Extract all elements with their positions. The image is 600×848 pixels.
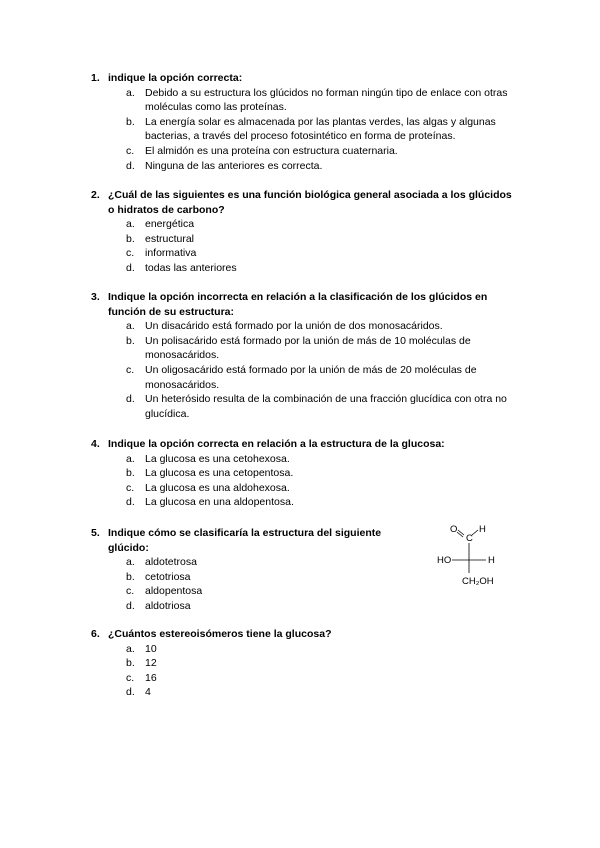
- option-list: [91, 86, 521, 174]
- hydrogen-label: H: [488, 555, 495, 566]
- option-letter: d.: [126, 261, 135, 274]
- hydroxyl-label: HO: [437, 555, 452, 566]
- option-text: 4: [145, 686, 151, 699]
- question-number: 4.: [91, 438, 100, 450]
- option-letter: a.: [126, 320, 135, 333]
- option-item: [91, 452, 521, 467]
- aldehyde-h-label: H: [479, 524, 486, 535]
- option-letter: b.: [126, 115, 135, 128]
- question-text: Indique la opción incorrecta en relación a la clasificación de los glúcidos en función de su estructura:: [108, 291, 488, 318]
- option-letter: d.: [126, 686, 135, 699]
- question-text: Indique la opción correcta en relación a la estructura de la glucosa:: [108, 438, 445, 450]
- option-letter: b.: [126, 467, 135, 480]
- option-letter: b.: [126, 232, 135, 245]
- option-text: La energía solar es almacenada por las plantas verdes, las algas y algunas bacterias, a través del proceso fotosintético en forma de proteínas.: [145, 115, 496, 143]
- option-item: [91, 246, 521, 261]
- option-text: Un heterósido resulta de la combinación de una fracción glucídica con otra no glucídica.: [145, 393, 507, 420]
- question-number: 1.: [91, 72, 100, 84]
- question-4: [91, 437, 521, 510]
- molecule-diagram: [432, 521, 512, 591]
- question-text: ¿Cuál de las siguientes es una función biológica general asociada a los glúcidos o hidratos de carbono?: [108, 189, 512, 216]
- option-text: 12: [145, 657, 157, 670]
- option-item: [91, 334, 521, 363]
- option-text: estructural: [145, 232, 195, 245]
- option-item: [91, 570, 411, 585]
- option-text: Debido a su estructura los glúcidos no forman ningún tipo de enlace con otras moléculas como las proteínas.: [145, 86, 508, 114]
- option-item: [91, 232, 521, 247]
- question-1: [91, 71, 521, 173]
- option-item: [91, 584, 411, 599]
- option-text: La glucosa es una cetohexosa.: [145, 452, 290, 465]
- question-number: 6.: [91, 628, 100, 640]
- question-number: 2.: [91, 189, 100, 201]
- question-text: indique la opción correcta:: [108, 72, 243, 84]
- option-item: [91, 555, 411, 570]
- option-text: aldopentosa: [145, 585, 203, 598]
- option-item: [91, 261, 521, 276]
- option-item: [91, 144, 521, 159]
- option-list: [91, 452, 521, 510]
- option-letter: a.: [126, 452, 135, 465]
- option-item: [91, 319, 521, 334]
- option-text: El almidón es una proteína con estructura cuaternaria.: [145, 144, 398, 157]
- option-letter: a.: [126, 218, 135, 231]
- option-letter: c.: [126, 363, 135, 376]
- option-text: cetotriosa: [145, 570, 191, 583]
- option-item: [91, 642, 521, 657]
- option-letter: a.: [126, 556, 135, 569]
- option-item: [91, 671, 521, 686]
- option-item: [91, 495, 521, 510]
- option-letter: c.: [126, 671, 135, 684]
- option-item: [91, 363, 521, 392]
- double-bond-line-2: [457, 532, 463, 537]
- aldehyde-h-bond: [472, 530, 478, 535]
- option-letter: a.: [126, 642, 135, 655]
- option-letter: c.: [126, 144, 135, 157]
- option-text: informativa: [145, 247, 197, 260]
- option-letter: b.: [126, 657, 135, 670]
- option-text: todas las anteriores: [145, 261, 237, 274]
- question-number: 3.: [91, 291, 100, 303]
- ch2oh-label: CH₂OH: [462, 576, 494, 587]
- option-letter: d.: [126, 159, 135, 172]
- option-item: [91, 392, 521, 421]
- option-text: 10: [145, 642, 157, 655]
- option-text: Ninguna de las anteriores es correcta.: [145, 159, 323, 172]
- option-letter: b.: [126, 570, 135, 583]
- option-letter: d.: [126, 599, 135, 612]
- question-number: 5.: [91, 527, 100, 539]
- option-item: [91, 86, 521, 115]
- carbon-label: C: [466, 533, 473, 544]
- question-2: [91, 188, 521, 276]
- option-text: aldotriosa: [145, 599, 191, 612]
- double-bond-line-1: [458, 530, 464, 535]
- option-text: La glucosa en una aldopentosa.: [145, 496, 294, 509]
- option-text: Un polisacárido está formado por la unión de más de 10 moléculas de monosacáridos.: [145, 334, 471, 362]
- option-text: energética: [145, 218, 195, 231]
- option-letter: c.: [126, 481, 135, 494]
- question-3: [91, 290, 521, 421]
- question-6: [91, 627, 521, 700]
- option-letter: c.: [126, 585, 135, 598]
- question-text: Indique cómo se clasificaría la estructura del siguiente glúcido:: [108, 527, 382, 554]
- option-letter: d.: [126, 393, 135, 406]
- question-5: [91, 526, 411, 614]
- option-letter: c.: [126, 247, 135, 260]
- option-list: [91, 555, 411, 613]
- option-list: [91, 642, 521, 700]
- option-text: La glucosa es una aldohexosa.: [145, 481, 290, 494]
- option-text: Un oligosacárido está formado por la unión de más de 20 moléculas de monosacáridos.: [145, 363, 477, 391]
- option-letter: d.: [126, 496, 135, 509]
- option-list: [91, 319, 521, 421]
- option-text: La glucosa es una cetopentosa.: [145, 467, 294, 480]
- oxygen-label: O: [450, 524, 458, 535]
- option-letter: b.: [126, 334, 135, 347]
- option-item: [91, 656, 521, 671]
- option-item: [91, 115, 521, 144]
- option-item: [91, 481, 521, 496]
- option-item: [91, 466, 521, 481]
- option-text: Un disacárido está formado por la unión de dos monosacáridos.: [145, 320, 443, 333]
- option-letter: a.: [126, 86, 135, 99]
- option-item: [91, 599, 411, 614]
- option-item: [91, 685, 521, 700]
- option-text: 16: [145, 671, 157, 684]
- question-text: ¿Cuántos estereoisómeros tiene la glucosa?: [108, 628, 332, 640]
- option-text: aldotetrosa: [145, 556, 197, 569]
- option-item: [91, 217, 521, 232]
- option-item: [91, 159, 521, 174]
- option-list: [91, 217, 521, 275]
